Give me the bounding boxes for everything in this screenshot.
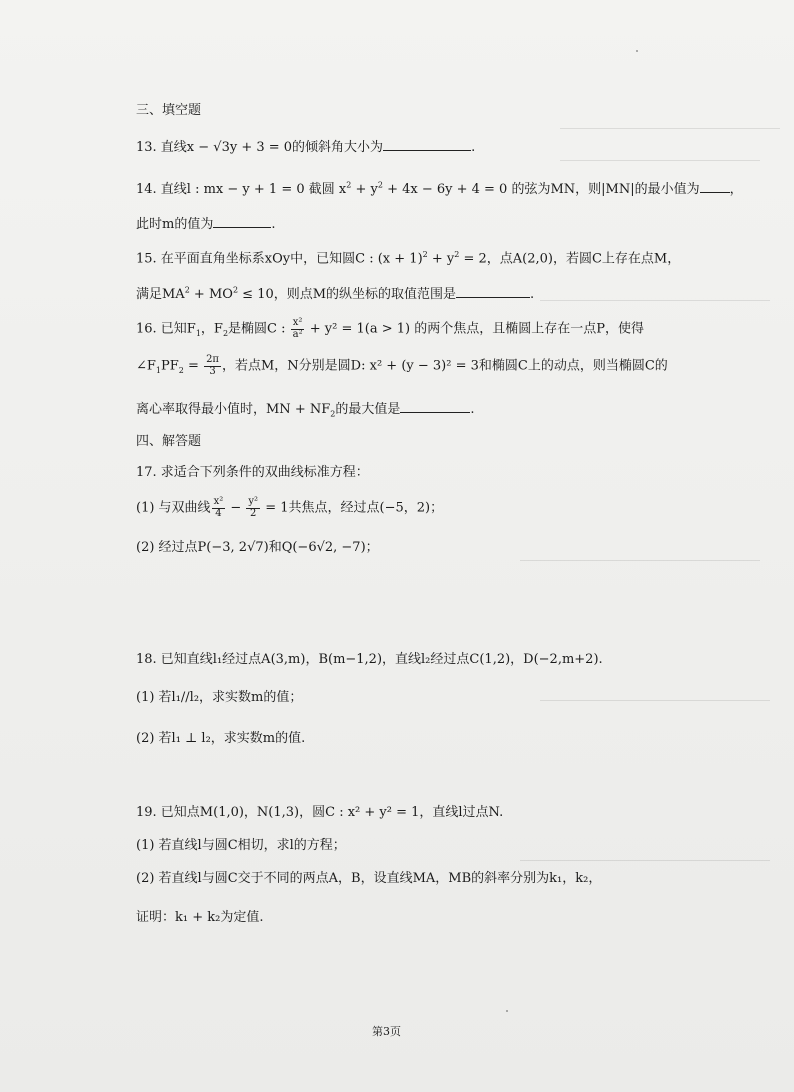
question-14-line1 bbox=[136, 180, 743, 198]
q13-text-post: y + 3 = 0的倾斜角大小为 bbox=[229, 140, 384, 155]
q16-text: ，若点M，N分别是圆D: x² + (y − 3)² = 3和椭圆C上的动点，则当椭圆C的 bbox=[222, 358, 668, 374]
section-heading-solve: 四、解答题 bbox=[136, 434, 202, 449]
q16-text: . bbox=[470, 402, 475, 417]
fraction-denominator: a² bbox=[292, 328, 303, 340]
question-16-line1 bbox=[136, 318, 644, 340]
q16-fraction-angle bbox=[204, 355, 221, 377]
q15-text: . bbox=[530, 287, 535, 302]
bleed-through-mark bbox=[560, 160, 760, 161]
bleed-through-mark bbox=[520, 860, 770, 861]
q15-text: 15. 在平面直角坐标系xOy中，已知圆C : (x + 1) bbox=[136, 251, 423, 267]
subscript: 1 bbox=[155, 366, 162, 376]
bleed-through-mark bbox=[540, 700, 770, 701]
question-17-part2: (2) 经过点P(−3, 2√7)和Q(−6√2, −7)； bbox=[136, 540, 379, 555]
q13-sqrt: √3 bbox=[213, 140, 230, 155]
q14-text: + 4x − 6y + 4 = 0 的弦为MN，则|MN|的最小值为 bbox=[382, 182, 700, 197]
scan-speck bbox=[636, 50, 638, 52]
subscript: 1 bbox=[195, 329, 201, 339]
q14-answer-blank-2[interactable] bbox=[213, 215, 271, 228]
q17-text: = 1共焦点，经过点(−5，2)； bbox=[261, 500, 444, 516]
superscript: 2 bbox=[422, 250, 428, 259]
fraction-numerator: 2π bbox=[206, 354, 219, 365]
q15-text: + y bbox=[427, 251, 455, 267]
superscript: 2 bbox=[184, 285, 190, 295]
q14-text: ， bbox=[729, 182, 743, 197]
q13-answer-blank[interactable] bbox=[383, 138, 471, 151]
section-heading-fill-blank: 三、填空题 bbox=[136, 103, 202, 118]
q13-text: 13. 直线x − bbox=[136, 140, 214, 155]
bleed-through-mark bbox=[540, 300, 770, 301]
q16-text: ∠F bbox=[136, 358, 156, 374]
q16-text: 是椭圆C : bbox=[228, 321, 290, 337]
superscript: 2 bbox=[377, 180, 383, 190]
question-14-line2 bbox=[136, 215, 275, 233]
fraction-numerator: x² bbox=[292, 317, 303, 328]
q16-text: 16. 已知F bbox=[136, 321, 196, 337]
q15-answer-blank[interactable] bbox=[456, 285, 530, 298]
q16-text: 离心率取得最小值时，MN + NF bbox=[136, 402, 331, 417]
question-17-title: 17. 求适合下列条件的双曲线标准方程： bbox=[136, 465, 369, 480]
subscript: 2 bbox=[178, 366, 184, 376]
q17-text: (1) 与双曲线 bbox=[136, 500, 211, 516]
q14-text: 14. 直线l : mx − y + 1 = 0 截圆 x bbox=[136, 182, 347, 197]
fraction-numerator: y² bbox=[248, 496, 259, 507]
question-19-conclusion: 证明：k₁ + k₂为定值. bbox=[136, 910, 264, 925]
bleed-through-mark bbox=[520, 560, 760, 561]
q15-text: + MO bbox=[189, 287, 233, 302]
question-18-part1: (1) 若l₁//l₂，求实数m的值； bbox=[136, 690, 303, 705]
q17-text: − bbox=[226, 500, 246, 516]
superscript: 2 bbox=[232, 285, 239, 295]
q14-text: . bbox=[271, 217, 276, 232]
fraction-denominator: 2 bbox=[250, 507, 257, 519]
scan-speck bbox=[506, 1010, 508, 1012]
q16-text: + y² = 1(a > 1) 的两个焦点，且椭圆上存在一点P，使得 bbox=[305, 321, 644, 337]
q14-text: 此时m的值为 bbox=[136, 217, 214, 232]
question-17-part1 bbox=[136, 497, 443, 519]
fraction-denominator: 3 bbox=[209, 365, 216, 377]
q14-answer-blank-1[interactable] bbox=[700, 180, 730, 193]
subscript: 2 bbox=[330, 409, 336, 419]
superscript: 2 bbox=[346, 180, 352, 190]
q17-fraction-y bbox=[246, 497, 260, 519]
question-16-line2 bbox=[136, 355, 668, 377]
q16-text: = bbox=[183, 358, 204, 374]
q16-text: ，F bbox=[200, 321, 223, 337]
question-19-stem: 19. 已知点M(1,0)，N(1,3)，圆C : x² + y² = 1，直线l过点N. bbox=[136, 805, 504, 820]
q15-text: ≤ 10，则点M的纵坐标的取值范围是 bbox=[238, 287, 457, 302]
fraction-denominator: 4 bbox=[215, 507, 222, 519]
question-19-part1: (1) 若直线l与圆C相切，求l的方程； bbox=[136, 838, 346, 853]
question-18-part2: (2) 若l₁ ⊥ l₂，求实数m的值. bbox=[136, 731, 306, 746]
q15-text: 满足MA bbox=[136, 287, 185, 302]
q17-fraction-x bbox=[212, 497, 226, 519]
q13-end: . bbox=[471, 140, 476, 155]
q16-fraction bbox=[291, 318, 305, 340]
superscript: 2 bbox=[454, 250, 460, 259]
question-15-line2 bbox=[136, 285, 534, 303]
question-19-part2: (2) 若直线l与圆C交于不同的两点A，B，设直线MA，MB的斜率分别为k₁，k₂， bbox=[136, 871, 602, 886]
question-13 bbox=[136, 138, 475, 156]
question-18-stem: 18. 已知直线l₁经过点A(3,m)，B(m−1,2)，直线l₂经过点C(1,2)，D(−2,m+2). bbox=[136, 652, 603, 667]
fraction-numerator: x² bbox=[213, 496, 224, 507]
q16-text: PF bbox=[161, 358, 179, 374]
q16-answer-blank[interactable] bbox=[400, 400, 470, 413]
question-15-line1 bbox=[136, 250, 680, 267]
q16-text: 的最大值是 bbox=[335, 402, 401, 417]
question-16-line3 bbox=[136, 400, 475, 419]
q15-text: = 2，点A(2,0)，若圆C上存在点M， bbox=[459, 251, 681, 267]
subscript: 2 bbox=[222, 329, 229, 339]
bleed-through-mark bbox=[560, 128, 780, 129]
q14-text: + y bbox=[351, 182, 378, 197]
page-number: 第3页 bbox=[372, 1025, 401, 1038]
